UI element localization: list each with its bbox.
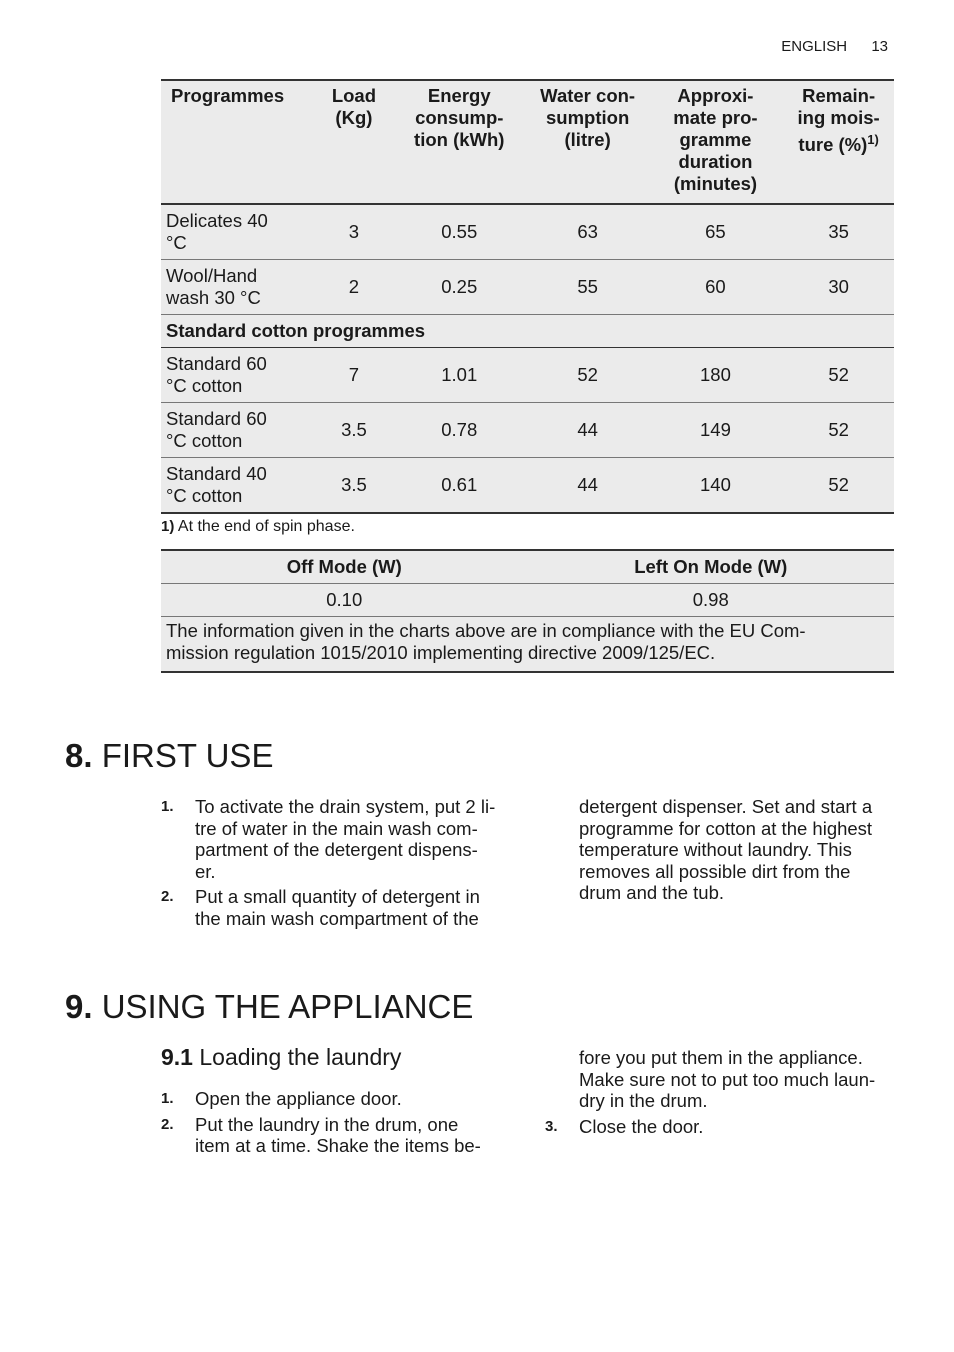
cell-moisture: 52 <box>783 348 894 403</box>
cell-moisture: 30 <box>783 260 894 315</box>
header-line: Approxi- <box>677 85 754 106</box>
cell-energy: 0.55 <box>391 204 528 260</box>
column-header <box>783 80 894 204</box>
loading-steps <box>161 1088 521 1161</box>
step-number: 2. <box>161 1115 174 1133</box>
loading-steps-continued <box>545 1116 905 1142</box>
cell-duration: 65 <box>648 204 784 260</box>
step-line: er. <box>195 860 216 882</box>
column-header <box>648 80 784 204</box>
cell-load: 3.5 <box>317 458 391 514</box>
step-number: 1. <box>161 1090 174 1107</box>
header-line: Load <box>331 85 377 106</box>
programme-name-line: °C <box>166 232 187 253</box>
column-header <box>317 80 391 204</box>
compliance-note <box>161 617 894 673</box>
section-title: USING THE APPLIANCE <box>101 988 474 1025</box>
cell-energy: 0.78 <box>391 403 528 458</box>
step-line: the main wash compartment of the <box>195 907 479 929</box>
paragraph-line: drum and the tub. <box>579 882 725 903</box>
header-line: consump- <box>415 107 504 128</box>
off-mode-value: 0.10 <box>161 584 528 617</box>
page-number: 13 <box>871 38 888 55</box>
step-line: Put the laundry in the drum, one <box>195 1113 459 1135</box>
footnote-marker: 1) <box>161 518 175 535</box>
header-line: tion (kWh) <box>414 129 505 150</box>
footnote-text: At the end of spin phase. <box>177 518 355 535</box>
step-number: 2. <box>161 888 174 905</box>
compliance-line: mission regulation 1015/2010 implementing directive 2009/125/EC. <box>166 642 716 663</box>
paragraph-line: dry in the drum. <box>579 1090 708 1111</box>
table-row <box>161 403 894 458</box>
programme-name-line: Delicates 40 <box>166 210 268 231</box>
programme-name <box>161 403 317 458</box>
cell-load: 2 <box>317 260 391 315</box>
programme-name-line: °C cotton <box>166 375 243 396</box>
list-item <box>161 1088 521 1110</box>
loading-step-continuation <box>579 1047 875 1112</box>
section-title: FIRST USE <box>101 737 274 774</box>
step-line: partment of the detergent dispens- <box>195 839 478 860</box>
paragraph-line: temperature without laundry. This <box>579 839 852 860</box>
header-line: (litre) <box>564 129 611 150</box>
header-line: ing mois- <box>797 107 880 128</box>
list-item <box>161 796 521 882</box>
cell-duration: 60 <box>648 260 784 315</box>
programme-name-line: °C cotton <box>166 430 243 451</box>
step-number: 3. <box>545 1118 558 1135</box>
column-header <box>528 80 648 204</box>
list-item <box>161 1114 521 1157</box>
programme-name <box>161 348 317 403</box>
first-use-steps <box>161 796 521 933</box>
paragraph-line: removes all possible dirt from the <box>579 860 851 882</box>
subsection-heading-loading <box>161 1044 401 1071</box>
step-line: Open the appliance door. <box>195 1088 402 1109</box>
step-text: Close the door. <box>579 1116 704 1137</box>
list-item <box>161 886 521 929</box>
programme-name-line: wash 30 °C <box>166 287 261 308</box>
cell-moisture: 52 <box>783 458 894 514</box>
subsection-number: 9.1 <box>161 1044 193 1070</box>
header-line: gramme <box>679 129 752 150</box>
compliance-row <box>161 617 894 673</box>
column-header <box>161 80 317 204</box>
header-line: sumption <box>546 107 630 128</box>
header-line: duration <box>678 151 753 172</box>
header-line: ture (%) <box>798 134 868 156</box>
header-line: Programmes <box>171 85 285 106</box>
section-heading-first-use <box>65 737 273 775</box>
header-line: Energy <box>427 85 491 106</box>
header-line: Remain- <box>802 85 876 106</box>
cell-water: 55 <box>528 260 648 315</box>
cell-duration: 140 <box>648 458 784 514</box>
paragraph-line: programme for cotton at the highest <box>579 817 873 839</box>
step-line: Put a small quantity of detergent in <box>195 886 480 907</box>
paragraph-line: detergent dispenser. Set and start a <box>579 796 873 817</box>
cell-water: 44 <box>528 458 648 514</box>
section-row <box>161 315 894 348</box>
cell-energy: 1.01 <box>391 348 528 403</box>
section-heading-using-appliance <box>65 988 473 1026</box>
power-table <box>161 549 894 673</box>
paragraph-line: fore you put them in the appliance. <box>579 1047 863 1068</box>
step-number: 1. <box>161 798 174 815</box>
footnote-ref: 1) <box>867 132 879 147</box>
programme-name-line: Standard 60 <box>166 408 267 429</box>
cell-duration: 180 <box>648 348 784 403</box>
table-header-row <box>161 80 894 204</box>
cell-load: 7 <box>317 348 391 403</box>
programme-name <box>161 204 317 260</box>
cell-duration: 149 <box>648 403 784 458</box>
programme-name <box>161 260 317 315</box>
compliance-line: The information given in the charts above are in compliance with the EU Com- <box>166 620 806 641</box>
power-value-row <box>161 584 894 617</box>
programme-name-line: Standard 40 <box>166 463 267 484</box>
cell-energy: 0.25 <box>391 260 528 315</box>
cell-load: 3 <box>317 204 391 260</box>
subsection-title: Loading the laundry <box>199 1044 402 1070</box>
table-row <box>161 348 894 403</box>
paragraph-line: Make sure not to put too much laun- <box>579 1068 876 1090</box>
header-line: (minutes) <box>673 173 758 194</box>
page-header <box>781 38 888 55</box>
cell-load: 3.5 <box>317 403 391 458</box>
table-row <box>161 204 894 260</box>
off-mode-header: Off Mode (W) <box>161 550 528 584</box>
cell-water: 44 <box>528 403 648 458</box>
header-line: mate pro- <box>673 107 758 128</box>
cell-energy: 0.61 <box>391 458 528 514</box>
section-number: 9. <box>65 988 93 1025</box>
list-item <box>545 1116 905 1138</box>
table-row <box>161 458 894 514</box>
header-line: Water con- <box>540 85 636 106</box>
cell-water: 52 <box>528 348 648 403</box>
programme-name-line: Standard 60 <box>166 353 267 374</box>
cell-moisture: 52 <box>783 403 894 458</box>
step-line: To activate the drain system, put 2 li- <box>195 796 496 817</box>
footnote <box>161 518 355 536</box>
header-line: (Kg) <box>335 107 373 128</box>
programme-name-line: °C cotton <box>166 485 243 506</box>
cell-moisture: 35 <box>783 204 894 260</box>
left-on-mode-header: Left On Mode (W) <box>528 550 895 584</box>
programmes-table <box>161 79 894 514</box>
power-header-row <box>161 550 894 584</box>
section-number: 8. <box>65 737 93 774</box>
step-line: tre of water in the main wash com- <box>195 817 478 839</box>
programme-name-line: Wool/Hand <box>166 265 258 286</box>
step-line: item at a time. Shake the items be- <box>195 1135 481 1156</box>
left-on-mode-value: 0.98 <box>528 584 895 617</box>
programme-name <box>161 458 317 514</box>
table-row <box>161 260 894 315</box>
language-label: ENGLISH <box>781 38 848 55</box>
column-header <box>391 80 528 204</box>
first-use-step-continuation <box>579 796 872 904</box>
cell-water: 63 <box>528 204 648 260</box>
section-label: Standard cotton programmes <box>161 315 894 348</box>
